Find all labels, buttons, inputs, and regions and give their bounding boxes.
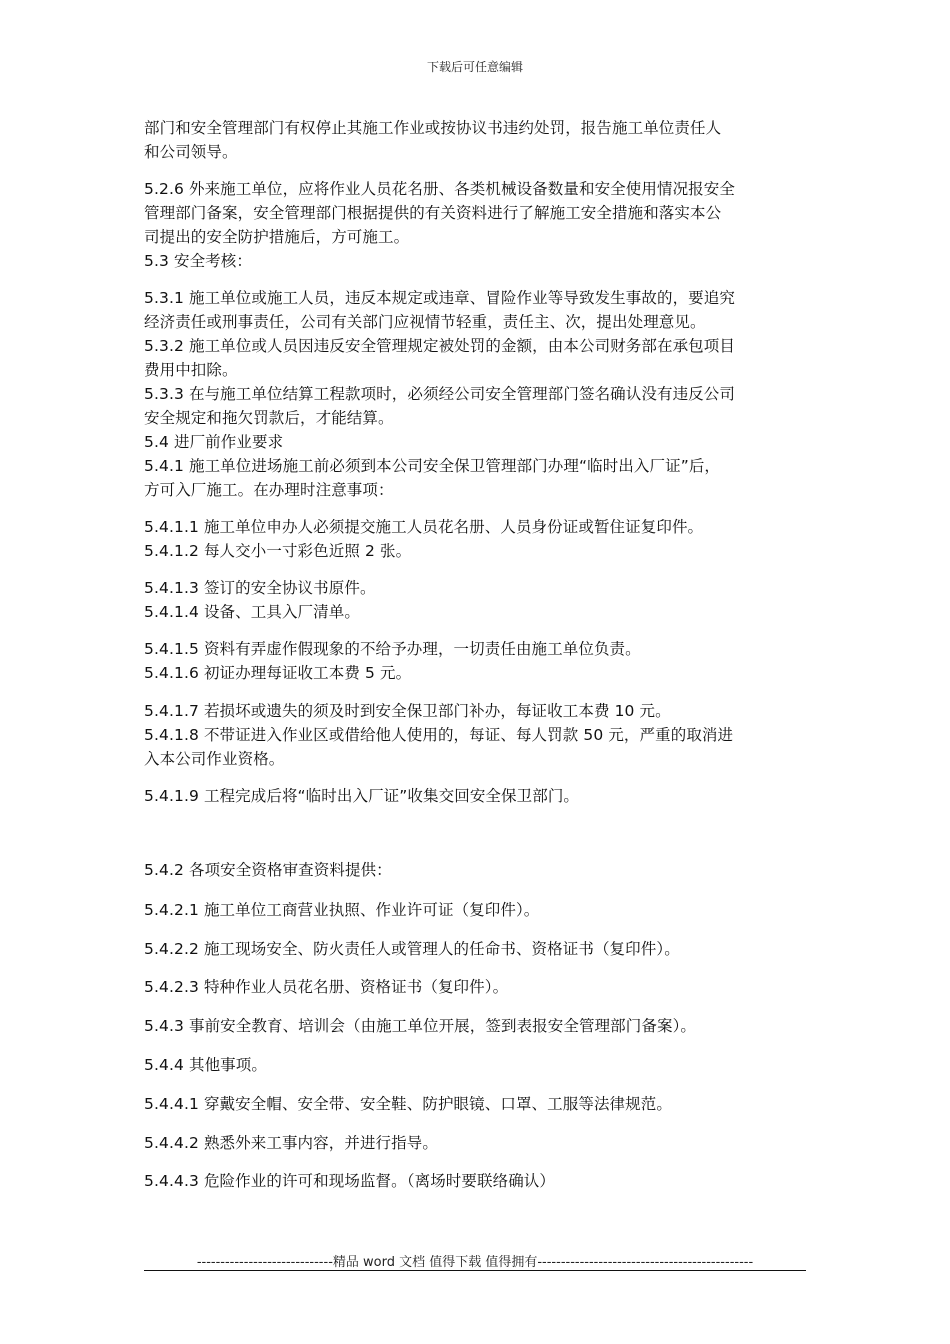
paragraph-line: 5.4.1.5 资料有弄虚作假现象的不给予办理，一切责任由施工单位负责。: [144, 640, 641, 658]
paragraph-line: 5.4.4.1 穿戴安全帽、安全带、安全鞋、防护眼镜、口罩、工服等法律规范。: [144, 1095, 672, 1113]
paragraph-line: 5.4.2.1 施工单位工商营业执照、作业许可证（复印件）。: [144, 901, 540, 919]
paragraph-line: 和公司领导。: [144, 143, 238, 161]
paragraph-line: 5.3.3 在与施工单位结算工程款项时，必须经公司安全管理部门签名确认没有违反公司: [144, 385, 735, 403]
paragraph-line: 5.4.1.6 初证办理每证收工本费 5 元。: [144, 664, 412, 682]
paragraph-line: 5.4.4 其他事项。: [144, 1056, 267, 1074]
paragraph-line: 5.3.1 施工单位或施工人员，违反本规定或违章、冒险作业等导致发生事故的，要追究: [144, 289, 735, 307]
paragraph-line: 入本公司作业资格。: [144, 750, 285, 768]
footer-rule: [144, 1270, 806, 1271]
paragraph-line: 5.4.1.3 签订的安全协议书原件。: [144, 579, 376, 597]
paragraph-line: 5.4.1.2 每人交小一寸彩色近照 2 张。: [144, 542, 412, 560]
paragraph-line: 5.4.1 施工单位进场施工前必须到本公司安全保卫管理部门办理“临时出入厂证”后，: [144, 457, 721, 475]
paragraph-line: 5.4.1.1 施工单位申办人必须提交施工人员花名册、人员身份证或暂住证复印件。: [144, 518, 704, 536]
paragraph-line: 经济责任或刑事责任，公司有关部门应视情节轻重，责任主、次，提出处理意见。: [144, 313, 706, 331]
paragraph-line: 费用中扣除。: [144, 361, 238, 379]
paragraph-line: 5.4.1.4 设备、工具入厂清单。: [144, 603, 360, 621]
paragraph-line: 司提出的安全防护措施后，方可施工。: [144, 228, 410, 246]
paragraph-line: 5.2.6 外来施工单位，应将作业人员花名册、各类机械设备数量和安全使用情况报安全: [144, 180, 735, 198]
paragraph-line: 5.4.1.8 不带证进入作业区或借给他人使用的，每证、每人罚款 50 元，严重的取消进: [144, 726, 734, 744]
paragraph-line: 管理部门备案，安全管理部门根据提供的有关资料进行了解施工安全措施和落实本公: [144, 204, 722, 222]
paragraph-line: 方可入厂施工。在办理时注意事项：: [144, 481, 394, 499]
paragraph-line: 5.4.1.9 工程完成后将“临时出入厂证”收集交回安全保卫部门。: [144, 787, 580, 805]
paragraph-line: 5.4.2 各项安全资格审查资料提供：: [144, 861, 392, 879]
paragraph-line: 5.4.1.7 若损坏或遗失的须及时到安全保卫部门补办，每证收工本费 10 元。: [144, 702, 671, 720]
paragraph-line: 5.3.2 施工单位或人员因违反安全管理规定被处罚的金额，由本公司财务部在承包项目: [144, 337, 735, 355]
paragraph-line: 5.3 安全考核：: [144, 252, 252, 270]
page-footer: -----------------------------精品 word 文档 值得下载 值得拥有----------------------------------------------: [196, 1255, 754, 1270]
paragraph-line: 部门和安全管理部门有权停止其施工作业或按协议书违约处罚，报告施工单位责任人: [144, 119, 722, 137]
paragraph-line: 5.4.4.2 熟悉外来工事内容，并进行指导。: [144, 1134, 438, 1152]
paragraph-line: 5.4.4.3 危险作业的许可和现场监督。（离场时要联络确认）: [144, 1172, 556, 1190]
paragraph-line: 5.4.2.2 施工现场安全、防火责任人或管理人的任命书、资格证书（复印件）。: [144, 940, 680, 958]
paragraph-line: 5.4 进厂前作业要求: [144, 433, 284, 451]
paragraph-line: 安全规定和拖欠罚款后，才能结算。: [144, 409, 394, 427]
paragraph-line: 5.4.2.3 特种作业人员花名册、资格证书（复印件）。: [144, 978, 509, 996]
paragraph-line: 5.4.3 事前安全教育、培训会（由施工单位开展，签到表报安全管理部门备案）。: [144, 1017, 697, 1035]
page-header: 下载后可任意编辑: [426, 60, 523, 74]
